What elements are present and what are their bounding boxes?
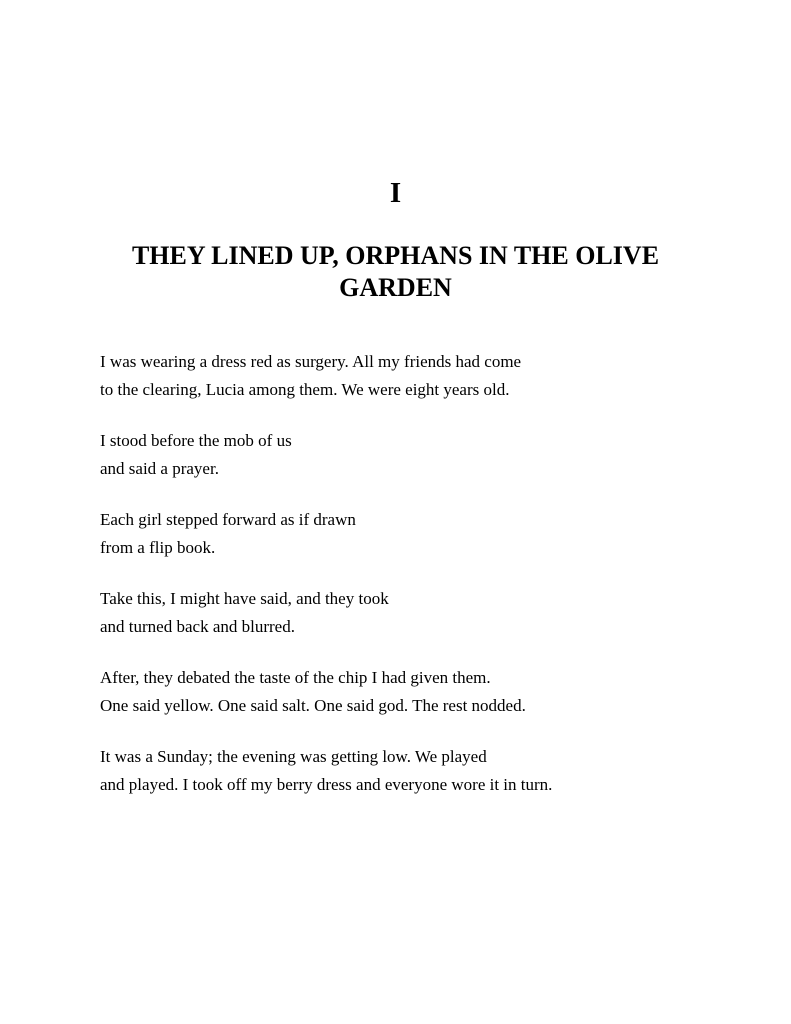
poem-body: [100, 348, 720, 822]
poem-line: Take this, I might have said, and they took: [100, 589, 389, 608]
poem-line: and turned back and blurred.: [100, 617, 295, 636]
poem-line: and played. I took off my berry dress and everyone wore it in turn.: [100, 775, 553, 794]
poem-line: I stood before the mob of us: [100, 431, 292, 450]
stanza: [100, 585, 720, 641]
poem-line: I was wearing a dress red as surgery. All my friends had come: [100, 352, 522, 371]
poem-line: Each girl stepped forward as if drawn: [100, 510, 356, 529]
stanza: [100, 743, 720, 799]
stanza: [100, 427, 720, 483]
poem-title: [100, 240, 691, 304]
poem-line: to the clearing, Lucia among them. We were eight years old.: [100, 380, 510, 399]
poem-line: from a flip book.: [100, 538, 216, 557]
poem-line: It was a Sunday; the evening was getting low. We played: [100, 747, 487, 766]
poem-title-line: THEY LINED UP, ORPHANS IN THE OLIVE: [131, 241, 660, 270]
stanza: [100, 348, 720, 404]
stanza: [100, 506, 720, 562]
section-number: I: [389, 177, 402, 209]
poem-line: After, they debated the taste of the chip I had given them.: [100, 668, 491, 687]
poem-line: and said a prayer.: [100, 459, 219, 478]
poem-title-line: GARDEN: [339, 273, 452, 302]
stanza: [100, 664, 720, 720]
poem-line: One said yellow. One said salt. One said god. The rest nodded.: [100, 696, 526, 715]
